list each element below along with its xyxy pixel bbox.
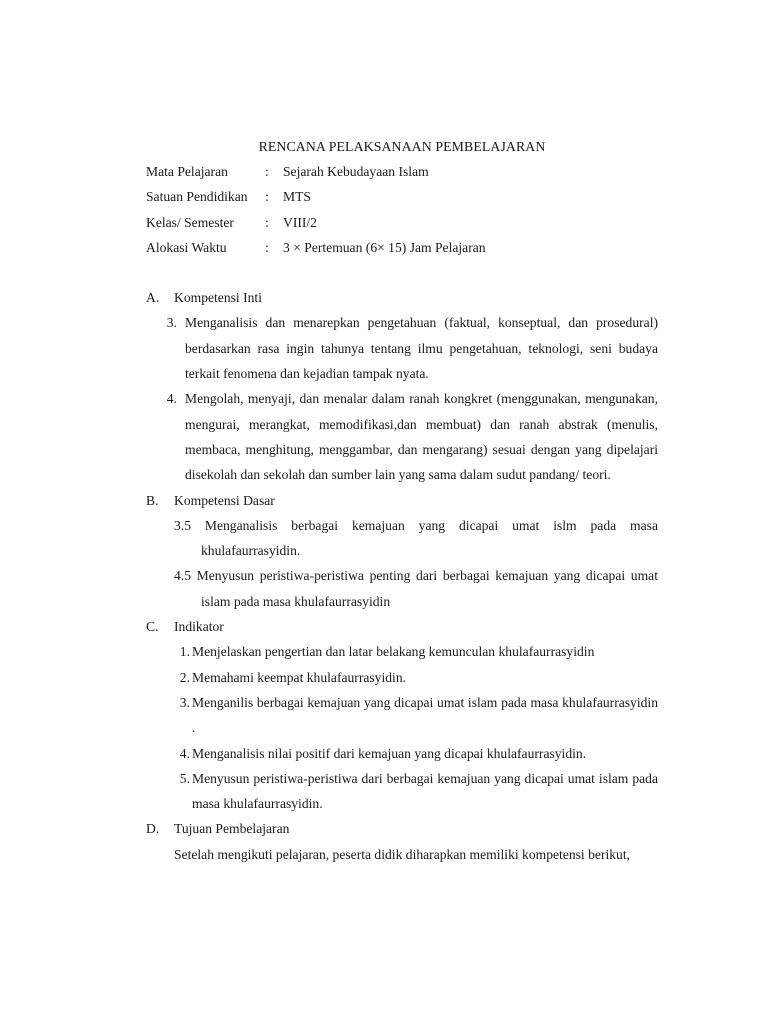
list-item <box>146 563 658 614</box>
section-tujuan-pembelajaran <box>146 816 658 867</box>
item-text: Menyusun peristiwa-peristiwa dari berbagai kemajuan yang dicapai umat islam pada masa khulafaurrasyidin. <box>192 770 658 812</box>
spacer <box>146 260 658 285</box>
item-text: Menganalisis dan menarepkan pengetahuan (faktual, konseptual, dan prosedural) berdasarkan rasa ingin tahunya tentang ilmu pengetahuan, teknologi, seni budaya terkait fenomena dan kejadian tampak nyata. <box>185 315 658 382</box>
item-number: 1. <box>179 644 190 660</box>
item-number: 5. <box>179 770 190 786</box>
meta-label: Mata Pelajaran <box>146 164 228 179</box>
meta-label: Kelas/ Semester <box>146 214 234 230</box>
meta-colon: : <box>265 214 269 230</box>
section-heading <box>146 285 658 310</box>
section-kompetensi-inti <box>146 285 658 487</box>
list-item <box>146 513 658 564</box>
item-paragraph <box>174 563 658 614</box>
meta-colon: : <box>265 164 269 179</box>
meta-row-class <box>146 210 658 235</box>
section-heading <box>146 488 658 513</box>
list-item <box>146 766 658 817</box>
item-text: Menjelaskan pengertian dan latar belakang kemunculan khulafaurrasyidin <box>192 644 595 660</box>
section-kompetensi-dasar <box>146 488 658 614</box>
meta-value: 3 × Pertemuan (6× 15) Jam Pelajaran <box>283 239 486 255</box>
item-number: 3.5 <box>174 517 191 533</box>
item-text: Menganalisis berbagai kemajuan yang dicapai umat islm pada masa khulafaurrasyidin. <box>201 517 658 559</box>
item-number: 3. <box>179 694 190 710</box>
item-text: Mengolah, menyaji, dan menalar dalam ranah kongkret (menggunakan, mengunakan, mengurai, merangkat, memodifikasi,dan membuat) dan ranah abstrak (menulis, membaca, menghitung, menggambar, dan mengarang) sesuai dengan yang dipelajari disekolah dan sekolah dan sumber lain yang sama dalam sudut pandang/ teori. <box>185 391 658 483</box>
item-number: 2. <box>179 669 190 685</box>
section-heading <box>146 614 658 639</box>
item-number: 4. <box>166 391 177 407</box>
document-page <box>146 134 658 867</box>
list-item <box>146 639 658 664</box>
section-heading <box>146 816 658 841</box>
section-indikator <box>146 614 658 816</box>
section-title: Kompetensi Inti <box>174 290 262 306</box>
meta-row-school <box>146 184 658 209</box>
item-text: Menganilis berbagai kemajuan yang dicapai umat islam pada masa khulafaurrasyidin . <box>192 694 658 736</box>
section-letter: A. <box>146 290 160 306</box>
item-text: Memahami keempat khulafaurrasyidin. <box>192 669 407 685</box>
meta-label: Alokasi Waktu <box>146 239 227 255</box>
item-number: 4.5 <box>174 568 191 584</box>
item-number: 4. <box>179 745 190 761</box>
meta-value: Sejarah Kebudayaan Islam <box>283 164 429 179</box>
section-letter: B. <box>146 492 159 508</box>
section-letter: C. <box>146 619 159 635</box>
item-text: Menyusun peristiwa-peristiwa penting dari berbagai kemajuan yang dicapai umat islam pada masa khulafaurrasyidin <box>196 568 658 609</box>
section-title: Kompetensi Dasar <box>174 492 275 508</box>
list-item <box>146 690 658 741</box>
section-title: Indikator <box>174 619 224 635</box>
list-item <box>146 310 658 386</box>
section-paragraph: Setelah mengikuti pelajaran, peserta didik diharapkan memiliki kompetensi berikut, <box>174 846 631 862</box>
item-paragraph <box>174 513 658 564</box>
meta-value: MTS <box>283 189 311 205</box>
meta-value: VIII/2 <box>283 214 317 230</box>
section-letter: D. <box>146 821 160 837</box>
document-title: RENCANA PELAKSANAAN PEMBELAJARAN <box>258 139 546 154</box>
meta-row-time <box>146 235 658 260</box>
meta-label: Satuan Pendidikan <box>146 189 248 205</box>
list-item <box>146 741 658 766</box>
meta-colon: : <box>265 239 269 255</box>
meta-table <box>146 159 658 260</box>
meta-colon: : <box>265 189 269 205</box>
meta-row-subject <box>146 159 658 184</box>
item-number: 3. <box>166 315 177 331</box>
list-item <box>146 665 658 690</box>
list-item <box>146 386 658 487</box>
item-text: Menganalisis nilai positif dari kemajuan yang dicapai khulafaurrasyidin. <box>192 745 587 761</box>
section-title: Tujuan Pembelajaran <box>174 821 290 837</box>
